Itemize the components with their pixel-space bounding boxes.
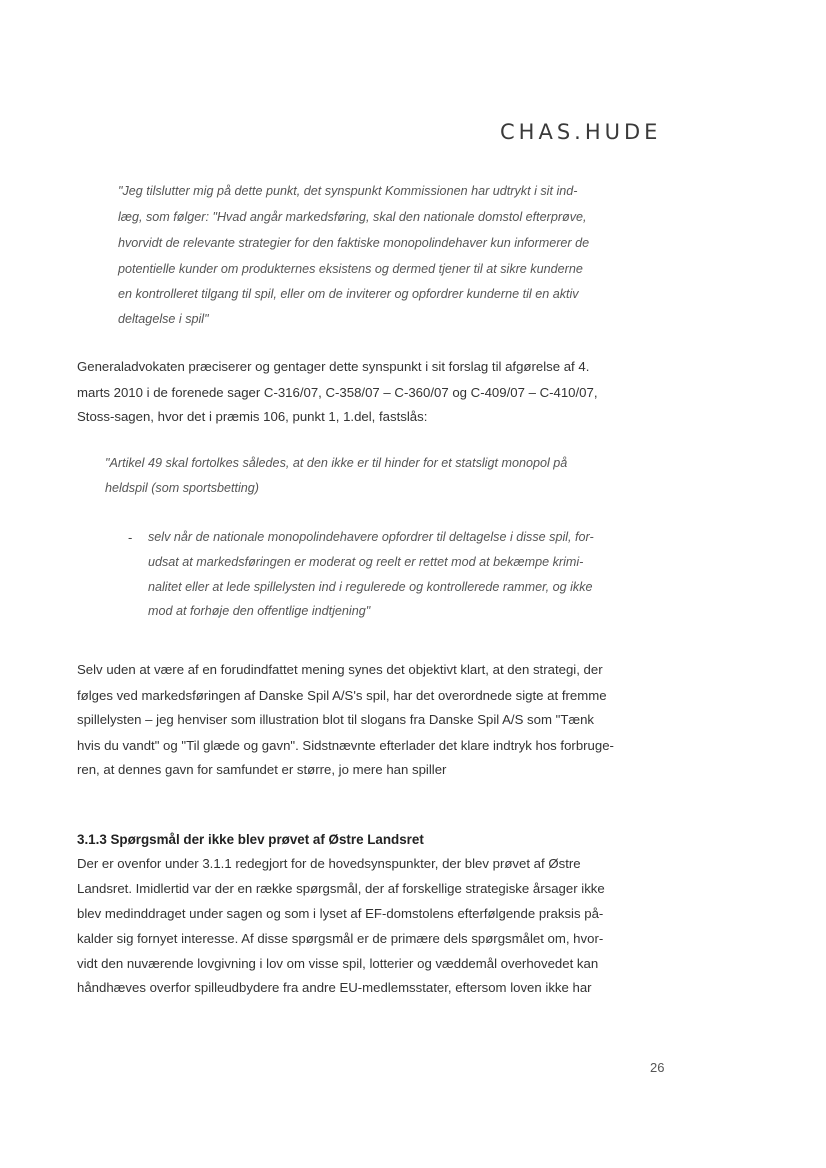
section-line: vidt den nuværende lovgivning i lov om visse spil, lotterier og væddemål overhovedet kan — [77, 956, 599, 971]
quote1-line: en kontrolleret tilgang til spil, eller om de inviterer og opfordrer kunderne til en aktiv — [118, 287, 579, 301]
bullet-line: udsat at markedsføringen er moderat og reelt er rettet mod at bekæmpe krimi- — [148, 555, 584, 569]
paragraph-line: marts 2010 i de forenede sager C-316/07, C-358/07 – C-360/07 og C-409/07 – C-410/07, — [77, 385, 598, 400]
bullet-line: selv når de nationale monopolindehavere opfordrer til deltagelse i disse spil, for- — [148, 530, 594, 544]
quote1-line: "Jeg tilslutter mig på dette punkt, det synspunkt Kommissionen har udtrykt i sit ind- — [118, 184, 578, 198]
section-line: Landsret. Imidlertid var der en række spørgsmål, der af forskellige strategiske årsager ikke — [77, 881, 605, 896]
quote2-line: heldspil (som sportsbetting) — [105, 481, 259, 495]
paragraph-line: Stoss-sagen, hvor det i præmis 106, punkt 1, 1.del, fastslås: — [77, 409, 428, 424]
bullet-line: mod at forhøje den offentlige indtjening" — [148, 604, 371, 618]
quote1-line: deltagelse i spil" — [118, 312, 209, 326]
quote2-line: "Artikel 49 skal fortolkes således, at den ikke er til hinder for et statsligt monopol på — [105, 456, 568, 470]
bullet-marker: - — [128, 530, 133, 545]
paragraph-line: Selv uden at være af en forudindfattet mening synes det objektivt klart, at den strategi, der — [77, 662, 603, 677]
company-logo: CHAS.HUDE — [500, 120, 662, 144]
quote1-line: potentielle kunder om produkternes eksistens og dermed tjener til at sikre kunderne — [118, 262, 583, 276]
paragraph-line: spillelysten – jeg henviser som illustration blot til slogans fra Danske Spil A/S som "Tænk — [77, 712, 595, 727]
bullet-line: nalitet eller at lede spillelysten ind i regulerede og kontrollerede rammer, og ikke — [148, 580, 593, 594]
page-number: 26 — [650, 1060, 665, 1075]
section-line: håndhæves overfor spilleudbydere fra andre EU-medlemsstater, eftersom loven ikke har — [77, 980, 592, 995]
paragraph-line: ren, at dennes gavn for samfundet er større, jo mere han spiller — [77, 762, 447, 777]
section-heading: 3.1.3 Spørgsmål der ikke blev prøvet af Østre Landsret — [77, 832, 424, 847]
quote1-line: læg, som følger: "Hvad angår markedsføring, skal den nationale domstol efterprøve, — [118, 210, 587, 224]
paragraph-line: Generaladvokaten præciserer og gentager dette synspunkt i sit forslag til afgørelse af 4. — [77, 359, 590, 374]
section-line: kalder sig fornyet interesse. Af disse spørgsmål er de primære dels spørgsmålet om, hvor- — [77, 931, 604, 946]
section-line: Der er ovenfor under 3.1.1 redegjort for de hovedsynspunkter, der blev prøvet af Østre — [77, 856, 581, 871]
quote1-line: hvorvidt de relevante strategier for den faktiske monopolindehaver kun informerer de — [118, 236, 590, 250]
paragraph-line: hvis du vandt" og "Til glæde og gavn". Sidstnævnte efterlader det klare indtryk hos forbruge- — [77, 738, 614, 753]
paragraph-line: følges ved markedsføringen af Danske Spil A/S's spil, har det overordnede sigte at fremme — [77, 688, 607, 703]
section-line: blev medinddraget under sagen og som i lyset af EF-domstolens efterfølgende praksis på- — [77, 906, 604, 921]
